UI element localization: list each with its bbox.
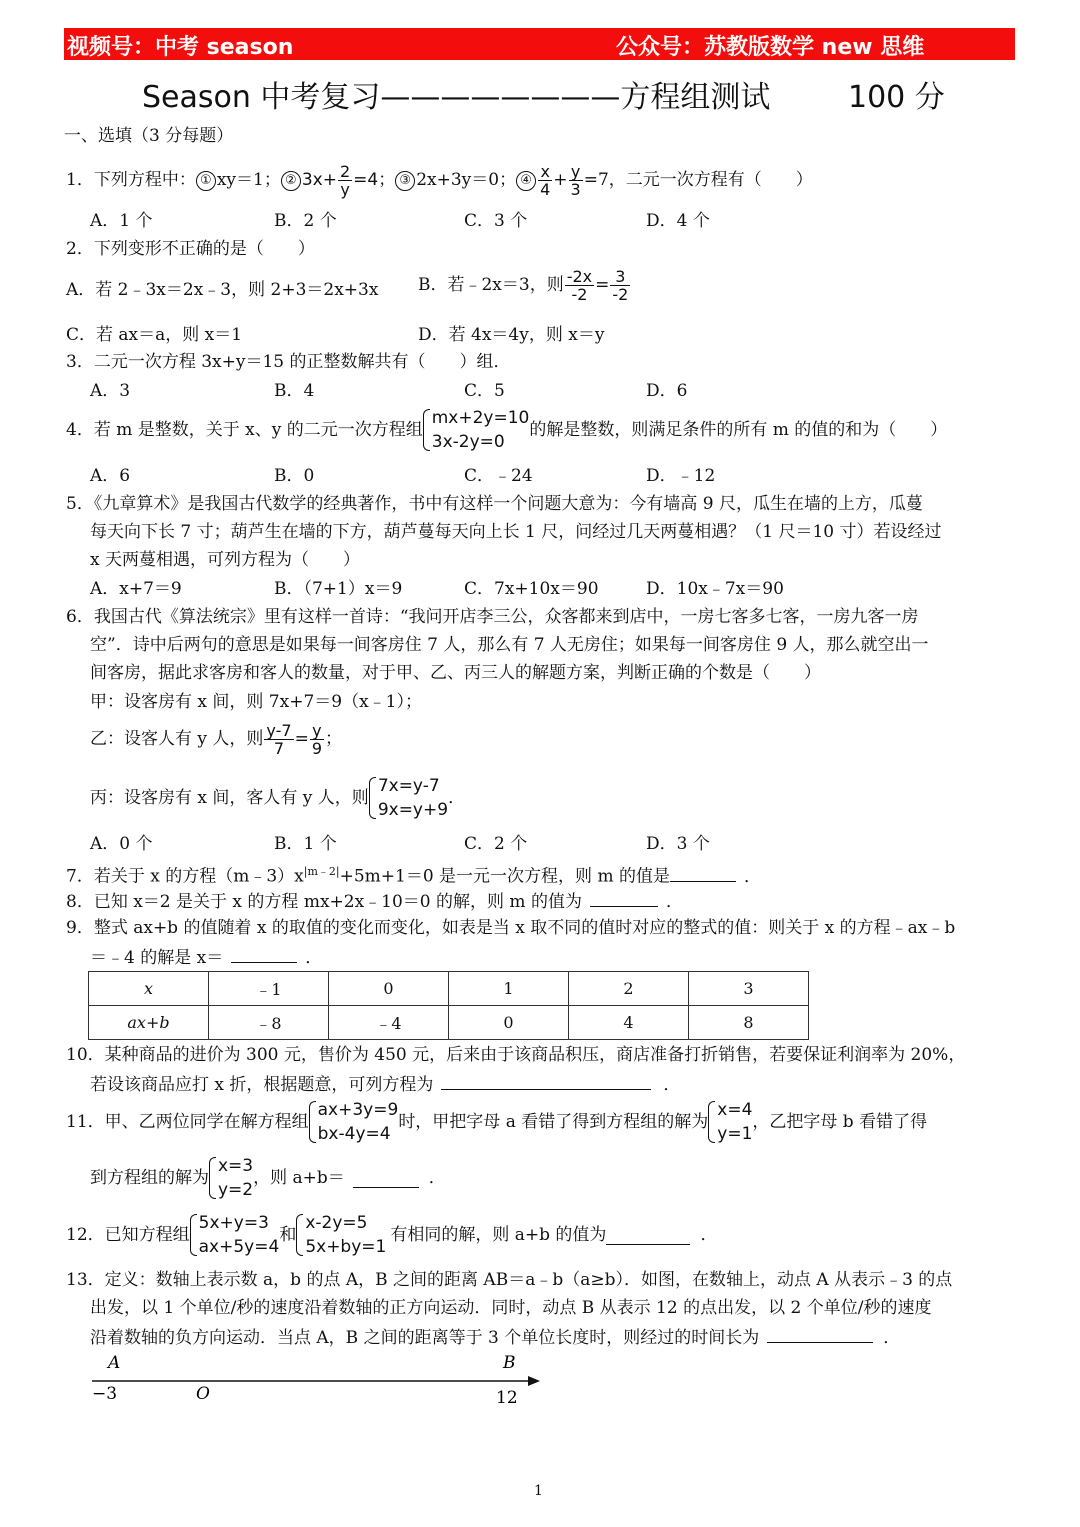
table-row: x ﹣1 0 1 2 3	[89, 972, 809, 1006]
q4-stem: 4．若 m 是整数，关于 x、y 的二元一次方程组 mx+2y=10 3x-2y=0 的解是整数，则满足条件的所有 m 的值的和为（ ）	[66, 408, 948, 452]
q10-line1: 10．某种商品的进价为 300 元，售价为 450 元，后来由于该商品积压，商店准备打折销售，若要保证利润率为 20%，	[66, 1045, 966, 1065]
q3-option-b: B．4	[274, 381, 315, 401]
q9-line2: ＝﹣4 的解是 x＝ ．	[90, 944, 322, 970]
q6-line3: 间客房，据此求客房和客人的数量，对于甲、乙、丙三人的解题方案，判断正确的个数是（ ）	[90, 663, 821, 683]
q12-answer-blank	[606, 1226, 690, 1245]
q2-option-c: C．若 ax＝a，则 x＝1	[66, 325, 243, 345]
q4-system: mx+2y=10 3x-2y=0	[423, 406, 530, 454]
q11-solution-a: x=4 y=1	[708, 1098, 752, 1146]
q7-stem: 7．若关于 x 的方程$(m﹣3)x^{|m﹣2|}+5m+1=0$ 是一元一次方程，则 m 的值是 ．	[66, 860, 761, 889]
q9-line1: 9．整式 ax+b 的值随着 x 的取值的变化而变化，如表是当 x 取不同的值时对应的整式的值：则关于 x 的方程﹣ax﹣b	[66, 918, 956, 938]
q11-answer-blank	[353, 1169, 419, 1188]
q3-stem: 3．二元一次方程 3x+y＝15 的正整数解共有（ ）组．	[66, 352, 511, 372]
q13-line2: 出发，以 1 个单位/秒的速度沿着数轴的正方向运动．同时，动点 B 从表示 12 的点出发，以 2 个单位/秒的速度	[90, 1298, 932, 1318]
q7-answer-blank	[670, 863, 736, 882]
q12-stem: 12．已知方程组 5x+y=3 ax+5y=4 和 x-2y=5 5x+by=1 有相同的解，则 a+b 的值为 ．	[66, 1213, 718, 1257]
q2-option-d: D．若 4x＝4y，则 x＝y	[418, 325, 605, 345]
header-left: 视频号：中考 season	[67, 35, 294, 60]
number-line-diagram	[80, 1348, 560, 1410]
title-score: 100 分	[848, 80, 945, 115]
q6-option-d: D．3 个	[646, 834, 710, 854]
q5-line1: 5．《九章算术》是我国古代数学的经典著作，书中有这样一个问题大意为：今有墙高 9 尺，瓜生在墙的上方，瓜蔓	[66, 494, 923, 514]
q1-option-d: D．4 个	[646, 211, 710, 231]
header-banner	[64, 28, 1015, 60]
q1-option-c: C．3 个	[464, 211, 528, 231]
q5-option-d: D．10x﹣7x＝90	[646, 579, 784, 599]
point-a-label: A	[108, 1353, 121, 1373]
q11-line2: 到方程组的解为 x=3 y=2 ，则 a+b＝ ．	[90, 1156, 446, 1200]
tick-12: 12	[496, 1388, 518, 1408]
q11-solution-b: x=3 y=2	[209, 1154, 253, 1202]
q6-option-c: C．2 个	[464, 834, 528, 854]
q11-line1: 11．甲、乙两位同学在解方程组 ax+3y=9 bx-4y=4 时，甲把字母 a 看错了得到方程组的解为 x=4 y=1 ，乙把字母 b 看错了得	[66, 1100, 928, 1144]
q6-line2: 空”．诗中后两句的意思是如果每一间客房住 7 人，那么有 7 人无房住；如果每一间客房住 9 人，那么就空出一	[90, 635, 929, 655]
header-right: 公众号：苏教版数学 new 思维	[616, 35, 925, 60]
q8-stem: 8．已知 x＝2 是关于 x 的方程 mx+2x﹣10＝0 的解，则 m 的值为 ．	[66, 888, 683, 914]
q4-option-b: B．0	[274, 466, 315, 486]
q12-system-2: x-2y=5 5x+by=1	[296, 1211, 386, 1259]
q10-answer-blank	[441, 1071, 651, 1090]
q6-option-a: A．0 个	[90, 834, 153, 854]
q4-option-c: C．﹣24	[464, 466, 533, 486]
q5-option-b: B．（7+1）x＝9	[274, 579, 403, 599]
q2-option-b: B．若﹣2x＝3，则 $\frac{-2x}{-2}$ = $\frac{3}{-2}$	[418, 267, 629, 304]
page-title	[142, 72, 945, 116]
table-row: ax+b ﹣8 ﹣4 0 4 8	[89, 1006, 809, 1040]
q9-table	[88, 971, 809, 1040]
section-heading: 一、选填（3 分每题）	[64, 126, 234, 146]
q6-option-b: B．1 个	[274, 834, 337, 854]
q6-line1: 6．我国古代《算法统宗》里有这样一首诗：“我问开店李三公，众客都来到店中，一房七客多七客，一房九客一房	[66, 607, 919, 627]
q12-system-1: 5x+y=3 ax+5y=4	[190, 1211, 280, 1259]
q13-answer-blank	[767, 1324, 873, 1343]
q6-jia: 甲：设客房有 x 间，则 7x+7＝9（x﹣1）；	[90, 692, 422, 712]
q2-stem: 2．下列变形不正确的是（ ）	[66, 239, 315, 259]
point-b-label: B	[503, 1353, 516, 1373]
q4-option-d: D．﹣12	[646, 466, 716, 486]
q8-answer-blank	[590, 888, 658, 907]
q5-line2: 每天向下长 7 寸；葫芦生在墙的下方，葫芦蔓每天向上长 1 尺，问经过几天两蔓相遇？（1 尺＝10 寸）若设经过	[90, 522, 942, 542]
origin-label: O	[196, 1384, 210, 1404]
q11-system: ax+3y=9 bx-4y=4	[309, 1098, 399, 1146]
q10-line2: 若设该商品应打 x 折，根据题意，可列方程为 ．	[90, 1071, 680, 1097]
q6-bing: 丙：设客房有 x 间，客人有 y 人，则 7x=y-7 9x=y+9 ．	[90, 776, 466, 820]
q13-line1: 13．定义：数轴上表示数 a，b 的点 A，B 之间的距离 AB＝a﹣b（a≥b）．如图，在数轴上，动点 A 从表示﹣3 的点	[66, 1270, 953, 1290]
q9-answer-blank	[231, 944, 297, 963]
q2-option-a: A．若 2﹣3x＝2x﹣3，则 2+3＝2x+3x	[66, 280, 379, 300]
q5-option-c: C．7x+10x＝90	[464, 579, 599, 599]
q1-option-b: B．2 个	[274, 211, 337, 231]
q4-option-a: A．6	[90, 466, 131, 486]
q6-system: 7x=y-7 9x=y+9	[369, 774, 448, 822]
q1-stem: 1．下列方程中： ① xy＝1； ② 3x+ $\frac{2}{y}$ =4； ③ 2x+3y＝0； ④ $\frac{x}{4}$ + $\frac{y}{3}$ =7，二元一次方程有（ ）	[66, 162, 813, 199]
page-number: 1	[534, 1483, 543, 1499]
q3-option-c: C．5	[464, 381, 505, 401]
q1-option-a: A．1 个	[90, 211, 153, 231]
q13-line3: 沿着数轴的负方向运动．当点 A，B 之间的距离等于 3 个单位长度时，则经过的时间长为 ．	[90, 1324, 900, 1350]
q3-option-a: A．3	[90, 381, 131, 401]
q6-yi: 乙：设客人有 y 人，则 $\frac{y-7}{7}$ = $\frac{y}{9}$ ；	[90, 721, 342, 758]
tick-neg3: −3	[92, 1384, 118, 1404]
title-main: Season 中考复习————————方程组测试	[142, 80, 771, 115]
number-line-arrow	[528, 1376, 540, 1386]
q3-option-d: D．6	[646, 381, 688, 401]
q5-option-a: A．x+7＝9	[90, 579, 182, 599]
q5-line3: x 天两蔓相遇，可列方程为（ ）	[90, 550, 360, 570]
